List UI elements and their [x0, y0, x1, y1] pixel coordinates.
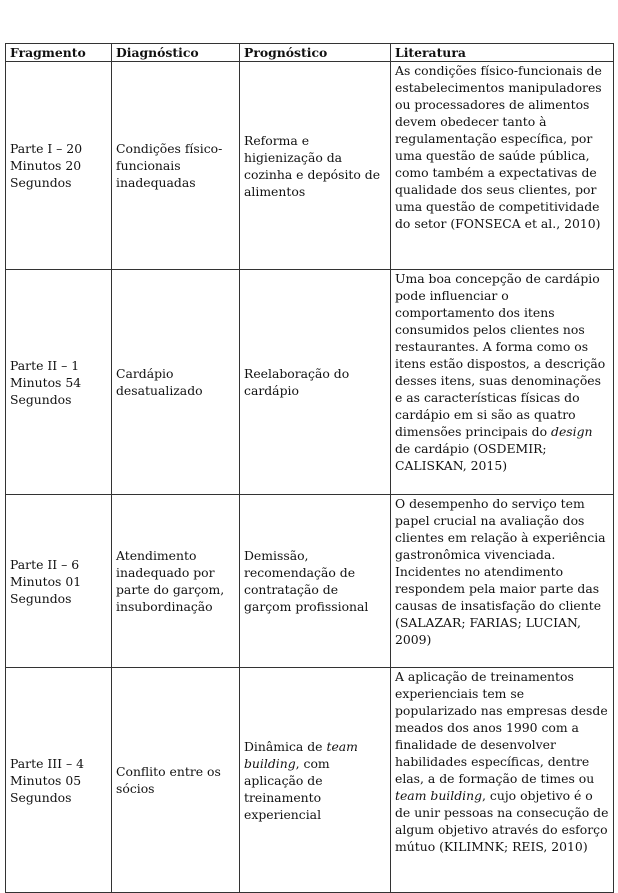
table-row — [6, 62, 614, 270]
literatura-text: de cardápio (OSDEMIR; CALISKAN, 2015) — [395, 441, 547, 473]
cell-fragmento: Parte I – 20 Minutos 20 Segundos — [6, 62, 112, 270]
cell-diagnostico: Atendimento inadequado por parte do garçom, insubordinação — [112, 495, 240, 668]
cell-diagnostico: Condições físico-funcionais inadequadas — [112, 62, 240, 270]
cell-diagnostico: Cardápio desatualizado — [112, 270, 240, 495]
table-row — [6, 270, 614, 495]
literatura-text: A aplicação de treinamentos experienciais tem se popularizado nas empresas desde meados dos anos 1990 com a finalidade de desenvolver habilidades específicas, dentre elas, a de formação de times ou — [395, 669, 608, 786]
cell-literatura: As condições físico-funcionais de estabelecimentos manipuladores ou processadores de alimentos devem obedecer tanto à regulamentação específica, por uma questão de saúde pública, como também a expectativas de qualidade dos seus clientes, por uma questão de competitividade do setor (FONSECA et al., 2010) — [391, 62, 614, 270]
prognostico-text: Dinâmica de — [244, 738, 323, 754]
analysis-table — [5, 43, 614, 893]
literatura-text: Uma boa concepção de cardápio pode influenciar o comportamento dos itens consumidos pelos clientes nos restaurantes. A forma como os itens estão dispostos, a descrição desses itens, suas denominações e as características físicas do cardápio em si são as quatro dimensões principais do — [395, 271, 606, 439]
prognostico-text: , com aplicação de treinamento experiencial — [244, 755, 330, 822]
table-row — [6, 495, 614, 668]
literatura-text: , cujo objetivo é o de unir pessoas na consecução de algum objetivo através do esforço mútuo (KILIMNK; REIS, 2010) — [395, 788, 609, 854]
literatura-emphasis: design — [551, 424, 593, 439]
cell-fragmento: Parte II – 1 Minutos 54 Segundos — [6, 270, 112, 495]
cell-prognostico: Reelaboração do cardápio — [240, 270, 391, 495]
cell-prognostico: Demissão, recomendação de contratação de garçom profissional — [240, 495, 391, 668]
cell-prognostico — [240, 668, 391, 893]
header-row — [6, 44, 614, 62]
table-row — [6, 668, 614, 893]
header-literatura: Literatura — [391, 44, 614, 62]
cell-diagnostico: Conflito entre os sócios — [112, 668, 240, 893]
prognostico-emphasis: team building — [244, 738, 358, 771]
literatura-emphasis: team building — [395, 788, 483, 803]
cell-literatura — [391, 668, 614, 893]
cell-prognostico: Reforma e higienização da cozinha e depósito de alimentos — [240, 62, 391, 270]
cell-literatura — [391, 270, 614, 495]
header-fragmento: Fragmento — [6, 44, 112, 62]
cell-fragmento: Parte II – 6 Minutos 01 Segundos — [6, 495, 112, 668]
header-diagnostico: Diagnóstico — [112, 44, 240, 62]
cell-literatura: O desempenho do serviço tem papel crucial na avaliação dos clientes em relação à experiência gastronômica vivenciada. Incidentes no atendimento respondem pela maior parte das causas de insatisfação do cliente (SALAZAR; FARIAS; LUCIAN, 2009) — [391, 495, 614, 668]
cell-fragmento: Parte III – 4 Minutos 05 Segundos — [6, 668, 112, 893]
header-prognostico: Prognóstico — [240, 44, 391, 62]
